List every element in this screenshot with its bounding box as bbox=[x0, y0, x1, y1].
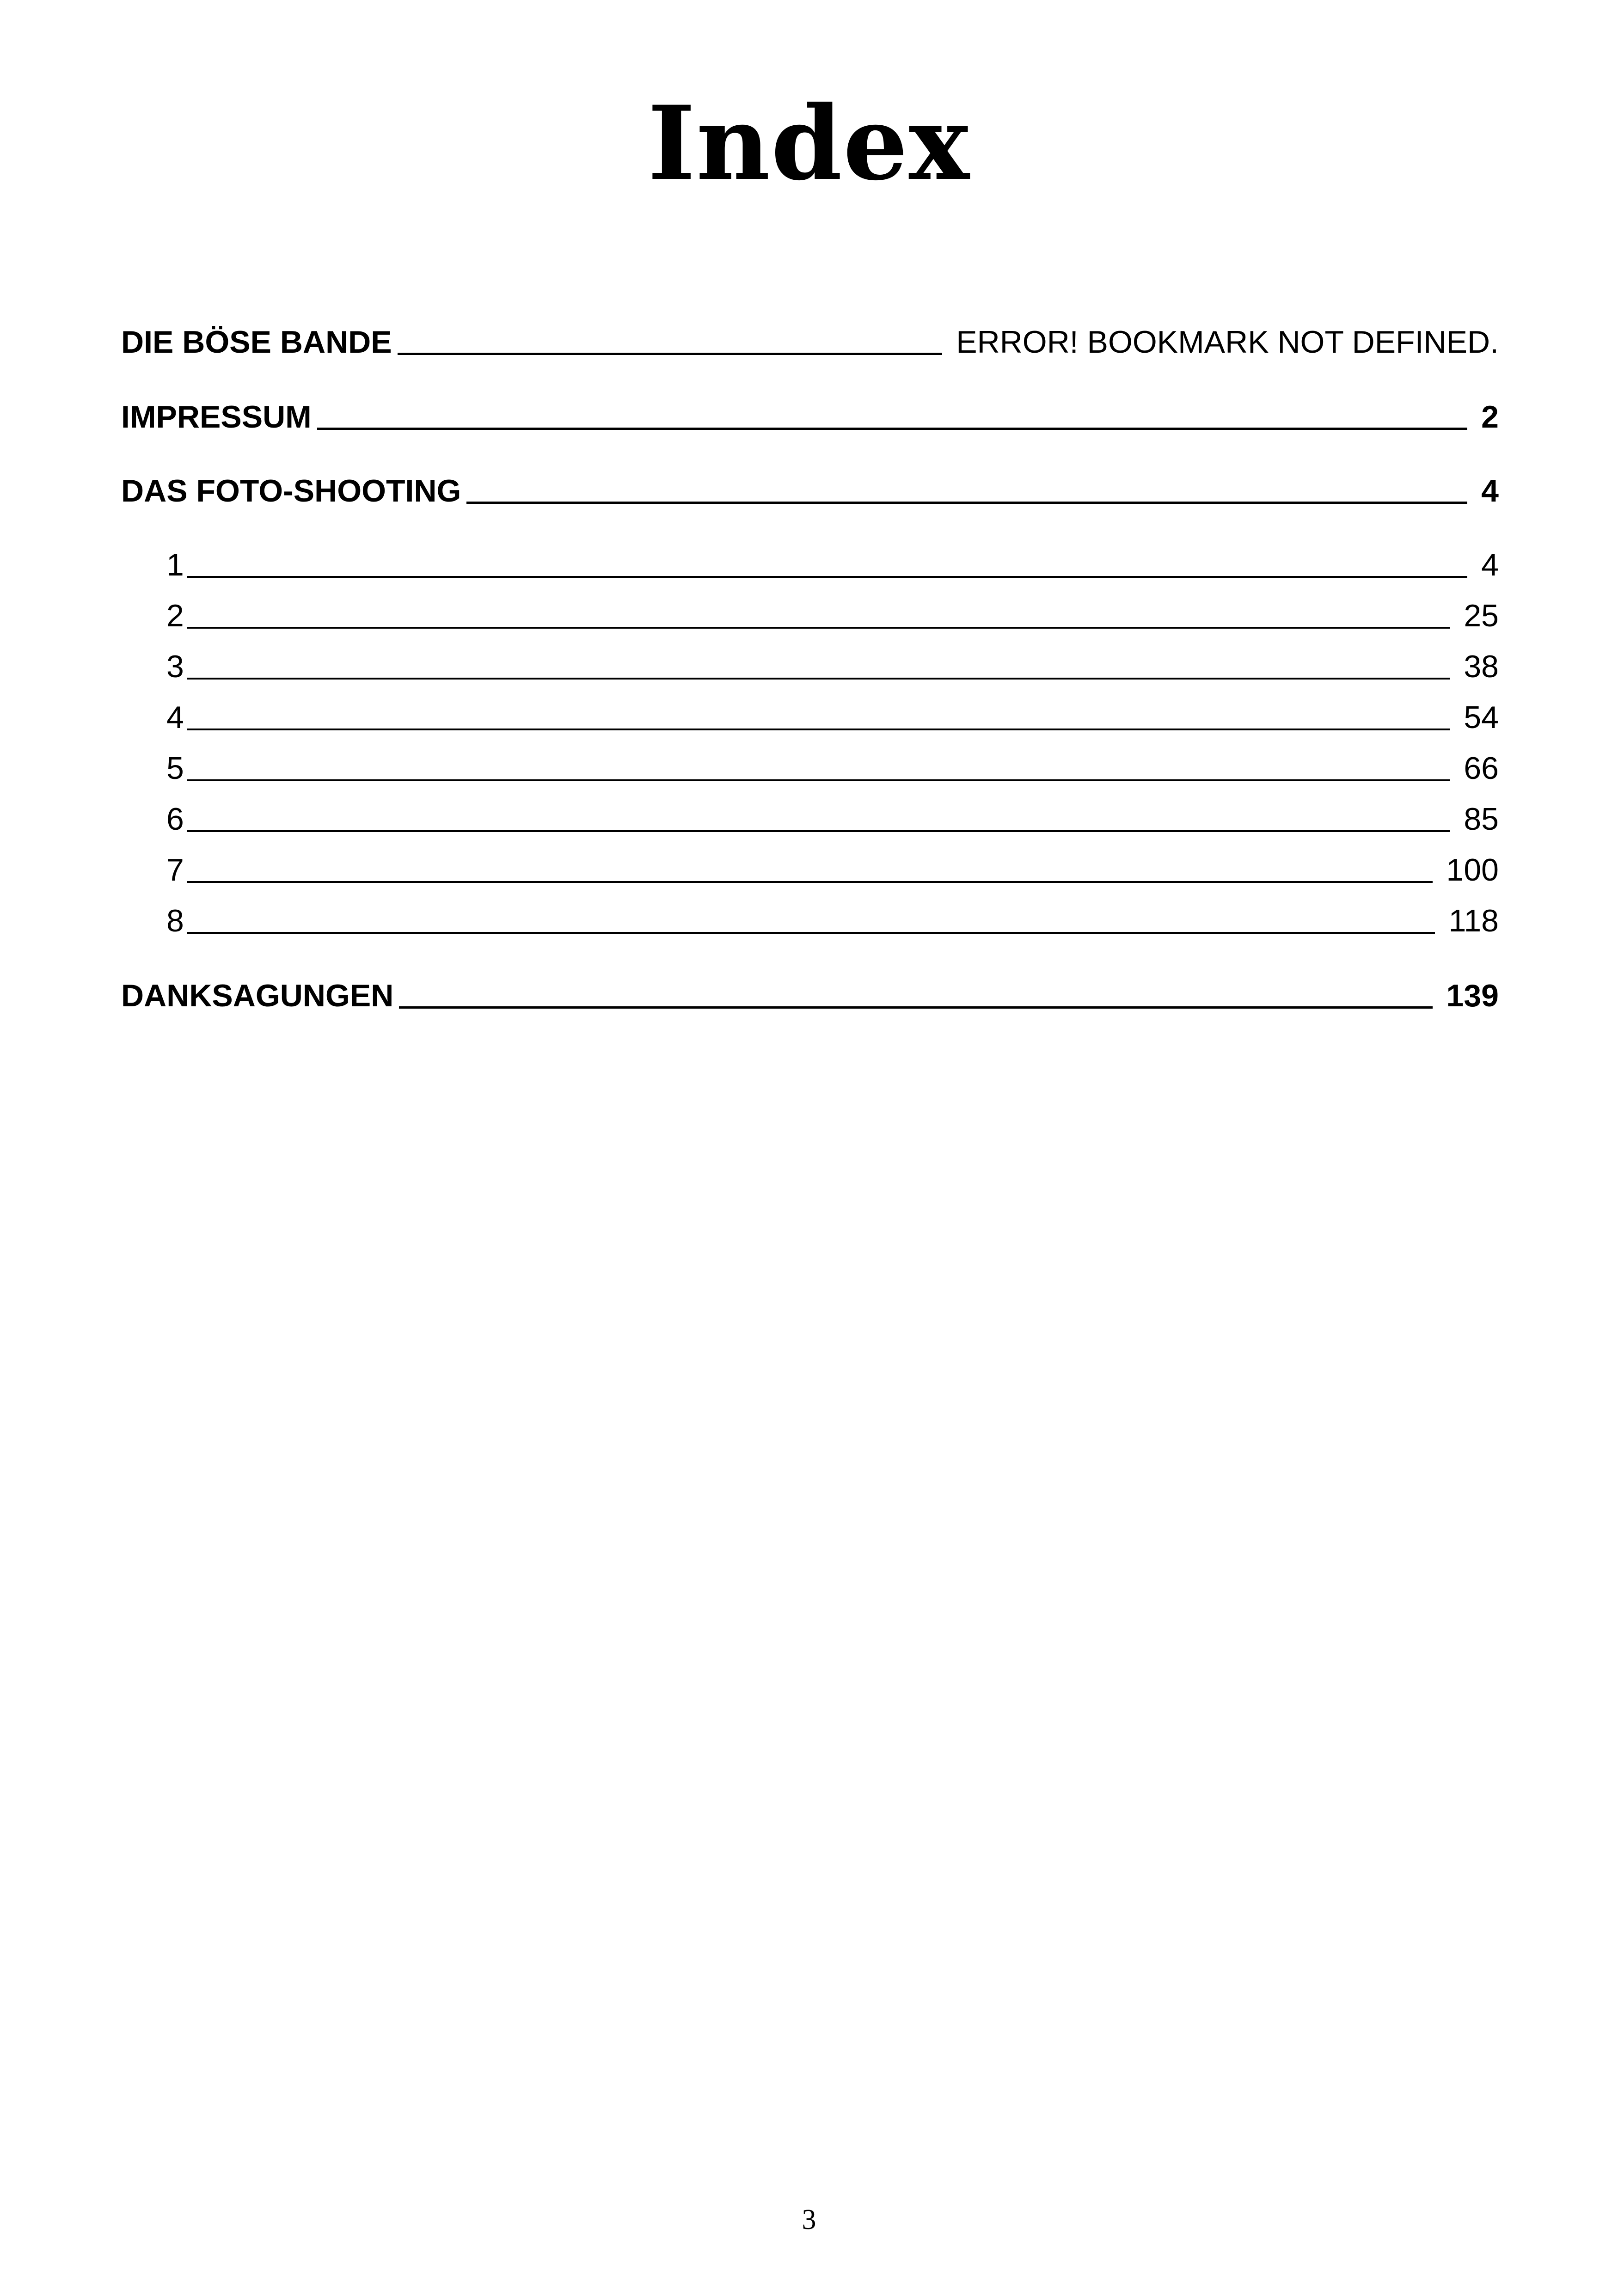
toc-entry-label: 5 bbox=[166, 751, 184, 786]
toc-entry-chapter-1[interactable] bbox=[166, 533, 1499, 583]
toc-entry-das-foto-shooting[interactable] bbox=[121, 459, 1499, 509]
toc-entry-page: 66 bbox=[1464, 751, 1499, 786]
toc-leader-line bbox=[466, 502, 1467, 504]
toc-entry-page: 139 bbox=[1446, 978, 1499, 1013]
toc-entry-danksagungen[interactable] bbox=[121, 963, 1499, 1014]
toc-entry-page: 4 bbox=[1481, 473, 1499, 508]
toc-entry-impressum[interactable] bbox=[121, 385, 1499, 435]
toc-entry-page: 2 bbox=[1481, 399, 1499, 435]
toc-entry-chapter-7[interactable] bbox=[166, 838, 1499, 888]
toc-leader-line bbox=[187, 932, 1435, 934]
toc-leader-line bbox=[317, 428, 1467, 430]
toc-leader-line bbox=[187, 627, 1450, 629]
toc-leader-line bbox=[187, 678, 1450, 680]
toc-entry-page: 54 bbox=[1464, 700, 1499, 735]
toc-leader-line bbox=[187, 830, 1450, 832]
toc-leader-line bbox=[398, 353, 943, 355]
toc-entry-page: 25 bbox=[1464, 598, 1499, 633]
toc-entry-label: DAS FOTO-SHOOTING bbox=[121, 473, 461, 508]
toc-leader-line bbox=[187, 576, 1467, 578]
toc-leader-line bbox=[187, 881, 1433, 883]
toc-entry-label: 3 bbox=[166, 649, 184, 684]
toc-entry-die-boese-bande[interactable] bbox=[121, 310, 1499, 361]
toc-entry-page: 4 bbox=[1481, 547, 1499, 582]
toc-entry-page: 100 bbox=[1446, 852, 1499, 888]
toc-entry-chapter-6[interactable] bbox=[166, 787, 1499, 838]
toc-entry-page: 118 bbox=[1448, 903, 1499, 938]
page-number: 3 bbox=[802, 2204, 816, 2235]
toc-entry-chapter-5[interactable] bbox=[166, 736, 1499, 787]
toc-entry-label: 8 bbox=[166, 903, 184, 938]
toc-entry-page: ERROR! BOOKMARK NOT DEFINED. bbox=[956, 325, 1499, 360]
toc-leader-line bbox=[399, 1006, 1432, 1009]
toc-entry-page: 38 bbox=[1464, 649, 1499, 684]
toc-entry-chapter-4[interactable] bbox=[166, 685, 1499, 736]
toc-entry-label: DANKSAGUNGEN bbox=[121, 978, 394, 1013]
toc-entry-chapter-8[interactable] bbox=[166, 888, 1499, 939]
toc-entry-label: 1 bbox=[166, 547, 184, 582]
toc-entry-label: 4 bbox=[166, 700, 184, 735]
toc-entry-label: 6 bbox=[166, 802, 184, 837]
toc-entry-label: 7 bbox=[166, 852, 184, 888]
toc-entry-label: IMPRESSUM bbox=[121, 399, 312, 435]
toc-entry-chapter-2[interactable] bbox=[166, 583, 1499, 634]
page-title: Index bbox=[648, 83, 970, 203]
toc-entry-label: DIE BÖSE BANDE bbox=[121, 325, 392, 360]
toc-entry-page: 85 bbox=[1464, 802, 1499, 837]
toc-entry-label: 2 bbox=[166, 598, 184, 633]
toc-leader-line bbox=[187, 779, 1450, 781]
toc-leader-line bbox=[187, 729, 1450, 730]
toc-entry-chapter-3[interactable] bbox=[166, 634, 1499, 685]
